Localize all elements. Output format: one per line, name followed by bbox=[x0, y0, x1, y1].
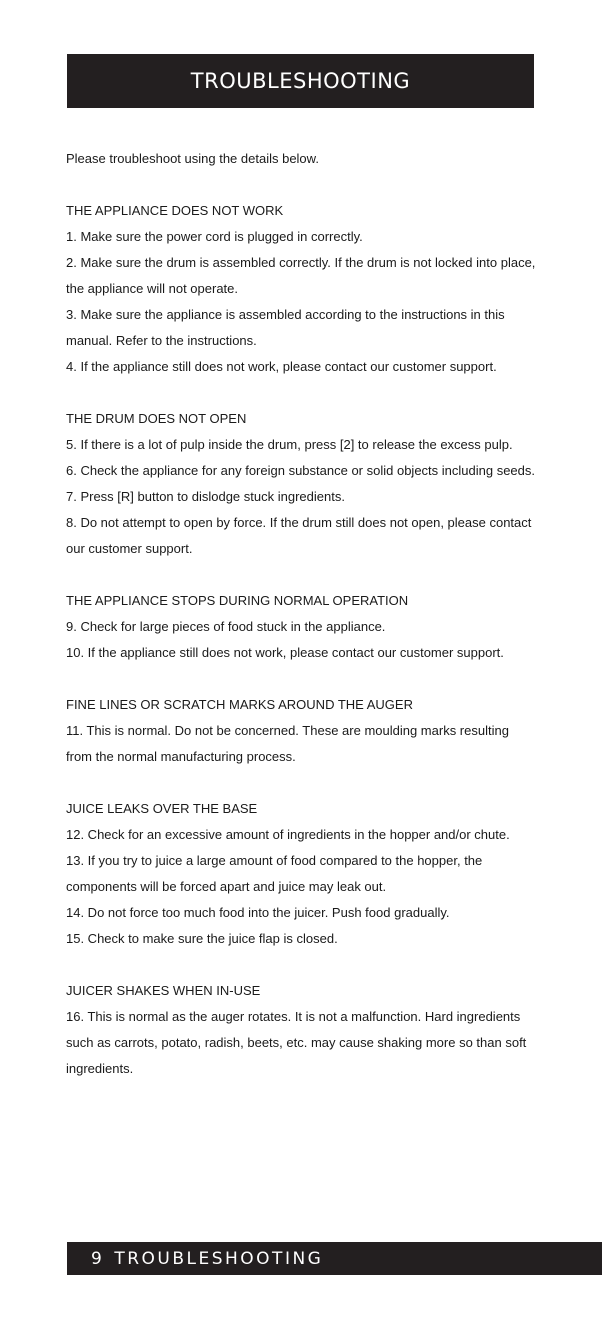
section-heading: THE APPLIANCE DOES NOT WORK bbox=[66, 203, 284, 218]
intro-text: Please troubleshoot using the details below. bbox=[66, 151, 319, 166]
page-title-banner bbox=[67, 54, 534, 108]
section-heading: FINE LINES OR SCRATCH MARKS AROUND THE AUGER bbox=[66, 697, 413, 712]
list-item: 6. Check the appliance for any foreign substance or solid objects including seeds. bbox=[66, 463, 536, 478]
section-heading: JUICER SHAKES WHEN IN-USE bbox=[66, 983, 261, 998]
section-heading: THE DRUM DOES NOT OPEN bbox=[66, 411, 247, 426]
section-heading: JUICE LEAKS OVER THE BASE bbox=[66, 801, 258, 816]
section-items bbox=[66, 718, 538, 770]
list-item: 14. Do not force too much food into the juicer. Push food gradually. bbox=[66, 905, 450, 920]
section-items bbox=[66, 432, 538, 562]
section-items bbox=[66, 224, 538, 380]
list-item: 1. Make sure the power cord is plugged in correctly. bbox=[66, 229, 363, 244]
list-item: 2. Make sure the drum is assembled correctly. If the drum is not locked into place, the appliance will not operate. bbox=[66, 255, 536, 296]
section-items bbox=[66, 1004, 538, 1082]
section-heading: THE APPLIANCE STOPS DURING NORMAL OPERATION bbox=[66, 593, 409, 608]
section-juicer-shakes bbox=[66, 978, 538, 1082]
section-items bbox=[66, 614, 538, 666]
list-item: 9. Check for large pieces of food stuck in the appliance. bbox=[66, 619, 386, 634]
list-item: 7. Press [R] button to dislodge stuck ingredients. bbox=[66, 489, 345, 504]
list-item: 3. Make sure the appliance is assembled according to the instructions in this manual. Refer to the instructions. bbox=[66, 307, 505, 348]
section-appliance-does-not-work bbox=[66, 198, 538, 380]
list-item: 11. This is normal. Do not be concerned. These are moulding marks resulting from the normal manufacturing process. bbox=[66, 723, 509, 764]
list-item: 12. Check for an excessive amount of ingredients in the hopper and/or chute. bbox=[66, 827, 510, 842]
footer-banner bbox=[67, 1242, 602, 1275]
list-item: 10. If the appliance still does not work, please contact our customer support. bbox=[66, 645, 504, 660]
list-item: 13. If you try to juice a large amount of food compared to the hopper, the components will be forced apart and juice may leak out. bbox=[66, 853, 483, 894]
troubleshooting-content bbox=[66, 146, 538, 1108]
section-drum-does-not-open bbox=[66, 406, 538, 562]
list-item: 5. If there is a lot of pulp inside the drum, press [2] to release the excess pulp. bbox=[66, 437, 513, 452]
section-fine-lines bbox=[66, 692, 538, 770]
page-title: TROUBLESHOOTING bbox=[190, 69, 411, 93]
section-items bbox=[66, 822, 538, 952]
section-appliance-stops bbox=[66, 588, 538, 666]
list-item: 15. Check to make sure the juice flap is closed. bbox=[66, 931, 338, 946]
page-number: 9 bbox=[91, 1248, 105, 1269]
list-item: 8. Do not attempt to open by force. If the drum still does not open, please contact our customer support. bbox=[66, 515, 532, 556]
footer-label: TROUBLESHOOTING bbox=[114, 1248, 324, 1269]
section-juice-leaks bbox=[66, 796, 538, 952]
list-item: 4. If the appliance still does not work, please contact our customer support. bbox=[66, 359, 497, 374]
list-item: 16. This is normal as the auger rotates. It is not a malfunction. Hard ingredients such as carrots, potato, radish, beets, etc. may cause shaking more so than soft ingredients. bbox=[66, 1009, 527, 1076]
